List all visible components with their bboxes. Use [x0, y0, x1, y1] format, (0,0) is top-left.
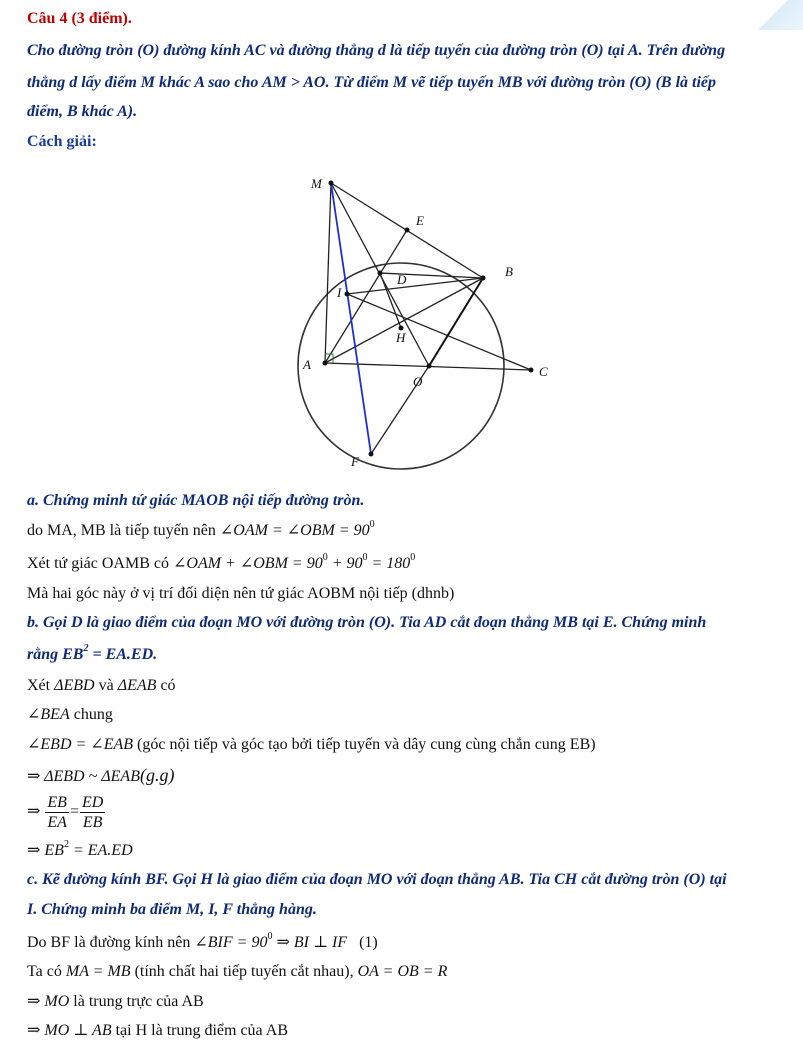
text: do MA, MB là tiếp tuyến nên — [27, 522, 220, 539]
math: (g.g) — [139, 765, 175, 785]
equation-tag: (1) — [359, 934, 378, 951]
math: + 90 — [327, 555, 363, 572]
text: . — [153, 646, 158, 663]
math: OA = OB = R — [357, 963, 448, 980]
point-e — [405, 228, 410, 233]
text: và — [94, 677, 118, 694]
problem-line-2: thẳng d lấy điểm M khác A sao cho AM > AO. Từ điểm M vẽ tiếp tuyến MB với đường tròn (O) (B là tiếp — [27, 74, 717, 91]
label-b: B — [505, 264, 513, 279]
point-b — [481, 276, 486, 281]
fraction — [80, 793, 105, 832]
label-o: O — [413, 374, 423, 389]
segment-ib — [347, 278, 483, 294]
numerator: EB — [47, 793, 67, 811]
segment-mf-highlight — [331, 183, 371, 454]
text: rằng — [27, 646, 63, 663]
point-m — [329, 181, 334, 186]
fraction — [45, 793, 69, 832]
math: = — [69, 803, 79, 820]
label-a: A — [303, 357, 311, 372]
math: ΔEAB — [117, 677, 157, 694]
math: ⇒ MO ⊥ AB — [27, 1022, 112, 1039]
math: = 180 — [367, 555, 411, 572]
text: tại H là trung điểm của AB — [111, 1022, 288, 1039]
part-b-title-2 — [27, 644, 157, 666]
part-b-line-6 — [27, 840, 133, 862]
math: ∠EBD = ∠EAB — [27, 736, 134, 753]
denominator: EB — [82, 813, 103, 831]
label-c: C — [539, 364, 548, 379]
superscript: 0 — [410, 551, 416, 563]
segment-ab — [325, 278, 483, 363]
math: EB — [62, 646, 84, 663]
math: ΔEBD — [54, 677, 95, 694]
math: = EA.ED — [68, 842, 133, 859]
part-b-line-2 — [27, 704, 113, 726]
denominator: EA — [47, 813, 67, 831]
text: có — [156, 677, 176, 694]
math: ∠OAM + ∠OBM = 90 — [172, 555, 323, 572]
segment-ma — [325, 183, 331, 363]
superscript: 0 — [322, 551, 328, 563]
math: ∠BIF = 90 — [194, 934, 268, 951]
solution-label: Cách giải: — [27, 133, 97, 150]
problem-line-3: điểm, B khác A). — [27, 103, 138, 120]
part-b-title-1: b. Gọi D là giao điểm của đoạn MO với đường tròn (O). Tia AD cắt đoạn thẳng MB tại E. Chứng minh — [27, 614, 707, 631]
part-b-line-5 — [27, 792, 106, 832]
math: ∠OAM = ∠OBM = 90 — [219, 522, 370, 539]
label-i: I — [337, 285, 342, 300]
math: = EA.ED — [88, 646, 154, 663]
question-heading: Câu 4 (3 điểm). — [27, 10, 132, 27]
label-m: M — [311, 176, 322, 191]
text: (tính chất hai tiếp tuyến cắt nhau), — [130, 963, 358, 980]
part-a-line-2 — [27, 553, 415, 575]
segment-bo — [429, 278, 483, 366]
part-c-line-2 — [27, 961, 447, 983]
label-h: H — [396, 330, 406, 345]
part-a-line-3: Mà hai góc này ở vị trí đối diện nên tứ giác AOBM nội tiếp (dhnb) — [27, 585, 455, 602]
part-c-title-2: I. Chứng minh ba điểm M, I, F thẳng hàng. — [27, 901, 317, 918]
part-c-title-1: c. Kẽ đường kính BF. Gọi H là giao điểm của đoạn MO với đoạn thẳng AB. Tia CH cắt đường tròn (O) tại — [27, 871, 727, 888]
superscript: 0 — [267, 930, 273, 942]
part-b-line-3 — [27, 734, 596, 756]
math: MA = MB — [65, 963, 131, 980]
problem-line-1: Cho đường tròn (O) đường kính AC và đường thẳng d là tiếp tuyến của đường tròn (O) tại A. Trên đường — [27, 42, 726, 59]
part-c-line-1 — [27, 932, 378, 954]
superscript: 0 — [369, 518, 375, 530]
segment-db — [380, 273, 483, 278]
text: Xét — [27, 677, 55, 694]
point-d — [378, 271, 383, 276]
corner-decoration — [757, 0, 803, 30]
point-o — [427, 364, 432, 369]
superscript: 0 — [362, 551, 368, 563]
numerator: ED — [81, 793, 104, 811]
text: chung — [69, 706, 113, 723]
text: Xét tứ giác OAMB có — [27, 555, 173, 572]
part-a-line-1 — [27, 520, 375, 542]
label-e: E — [416, 213, 424, 228]
math: ⇒ BI ⊥ IF — [272, 934, 348, 951]
math: ⇒ — [27, 803, 45, 820]
part-c-line-3 — [27, 991, 204, 1013]
point-c — [529, 368, 534, 373]
superscript: 2 — [63, 838, 69, 850]
math: ⇒ ΔEBD ~ ΔEAB — [27, 768, 140, 785]
label-d: D — [397, 272, 407, 287]
part-a-title: a. Chứng minh tứ giác MAOB nội tiếp đường tròn. — [27, 492, 365, 509]
text: là trung trực của AB — [69, 993, 204, 1010]
math: ⇒ EB — [27, 842, 64, 859]
text: Ta có — [27, 963, 66, 980]
geometry-figure — [285, 170, 555, 480]
math: ⇒ MO — [27, 993, 70, 1010]
part-b-line-1 — [27, 675, 176, 697]
text: (góc nội tiếp và góc tạo bởi tiếp tuyến và dây cung cùng chắn cung EB) — [133, 736, 596, 753]
point-f — [369, 452, 374, 457]
text: Do BF là đường kính nên — [27, 934, 195, 951]
geometry-diagram — [285, 170, 555, 475]
part-b-line-4 — [27, 764, 174, 788]
point-a — [323, 361, 328, 366]
part-c-line-4 — [27, 1020, 288, 1042]
math: ∠BEA — [27, 706, 70, 723]
superscript: 2 — [83, 642, 89, 654]
segment-ic — [347, 294, 531, 370]
label-f: F — [351, 454, 359, 469]
point-i — [345, 292, 350, 297]
